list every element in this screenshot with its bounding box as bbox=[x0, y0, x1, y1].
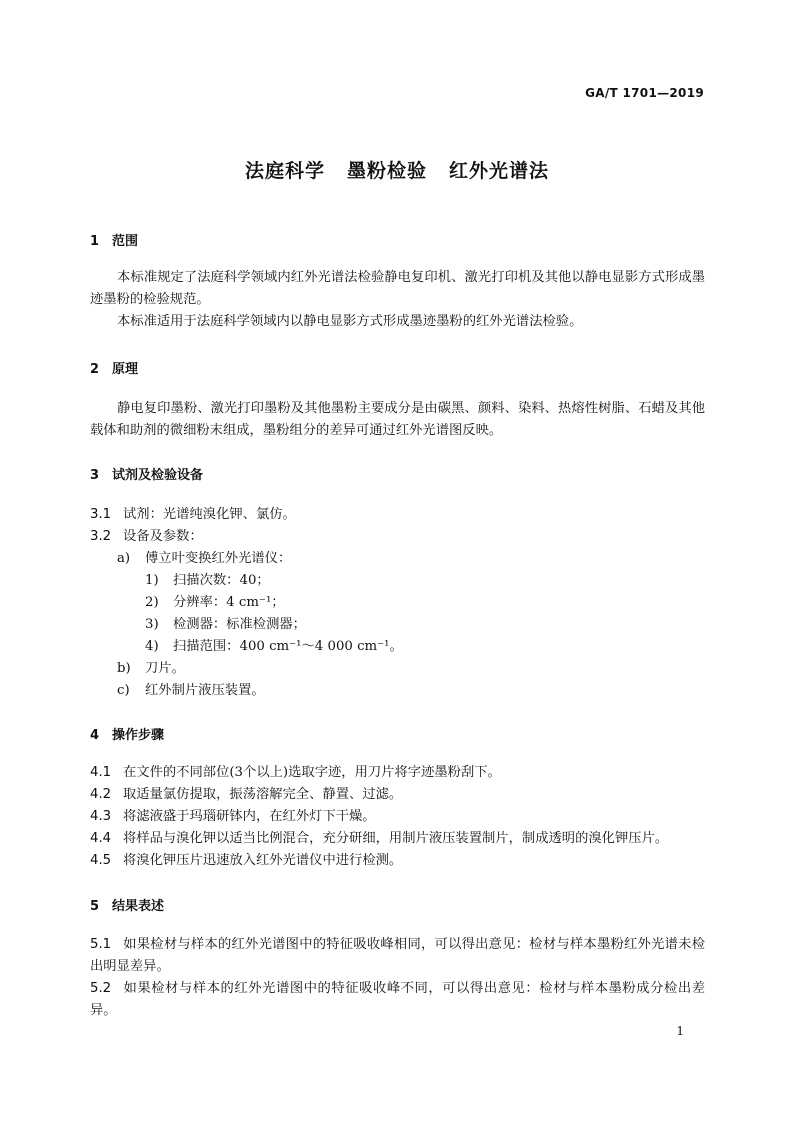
list-marker: 2) bbox=[145, 595, 159, 610]
clause-5-2 bbox=[90, 978, 705, 1022]
clause-4-1 bbox=[90, 762, 501, 784]
list-text: 检测器：标准检测器； bbox=[173, 617, 306, 632]
section-title: 结果表述 bbox=[112, 899, 165, 914]
section-title: 试剂及检验设备 bbox=[112, 468, 204, 483]
clause-number: 3.1 bbox=[90, 507, 112, 522]
section-4-heading bbox=[90, 724, 164, 743]
clause-text: 将滤液盛于玛瑙研钵内，在红外灯下干燥。 bbox=[123, 809, 376, 824]
title-part-2: 墨粉检验 bbox=[346, 160, 427, 182]
clause-text: 在文件的不同部位(3个以上)选取字迹，用刀片将字迹墨粉刮下。 bbox=[123, 765, 501, 780]
clause-text: 试剂：光谱纯溴化钾、氯仿。 bbox=[123, 507, 296, 522]
section-number: 2 bbox=[90, 362, 100, 377]
clause-number: 4.2 bbox=[90, 787, 112, 802]
clause-4-2 bbox=[90, 784, 402, 806]
title-part-1: 法庭科学 bbox=[244, 160, 325, 182]
clause-3-1 bbox=[90, 504, 296, 526]
section-number: 5 bbox=[90, 899, 100, 914]
list-marker: 3) bbox=[145, 617, 159, 632]
section-number: 1 bbox=[90, 234, 100, 249]
section-5-heading bbox=[90, 895, 164, 914]
clause-text: 如果检材与样本的红外光谱图中的特征吸收峰相同，可以得出意见：检材与样本墨粉红外光谱未检出明显差异。 bbox=[90, 937, 705, 974]
section-title: 操作步骤 bbox=[112, 728, 165, 743]
clause-text: 取适量氯仿提取，振荡溶解完全、静置、过滤。 bbox=[123, 787, 403, 802]
clause-text: 设备及参数： bbox=[123, 529, 203, 544]
clause-number: 5.2 bbox=[90, 981, 112, 996]
clause-number: 4.1 bbox=[90, 765, 112, 780]
page-number: 1 bbox=[676, 1024, 684, 1038]
clause-number: 4.4 bbox=[90, 831, 112, 846]
section-title: 原理 bbox=[112, 362, 139, 377]
clause-4-3 bbox=[90, 806, 376, 828]
clause-number: 5.1 bbox=[90, 937, 112, 952]
list-marker: 1) bbox=[145, 573, 159, 588]
list-text: 刀片。 bbox=[145, 661, 185, 676]
title-part-3: 红外光谱法 bbox=[449, 160, 550, 182]
list-text: 红外制片液压装置。 bbox=[145, 683, 265, 698]
clause-number: 3.2 bbox=[90, 529, 112, 544]
section-number: 3 bbox=[90, 468, 100, 483]
list-text: 扫描次数：40； bbox=[173, 573, 270, 588]
list-item-a2 bbox=[145, 592, 285, 614]
paragraph: 本标准规定了法庭科学领域内红外光谱法检验静电复印机、激光打印机及其他以静电显影方式形成墨迹墨粉的检验规范。 bbox=[90, 270, 705, 307]
clause-number: 4.3 bbox=[90, 809, 112, 824]
clause-number: 4.5 bbox=[90, 853, 112, 868]
paragraph: 静电复印墨粉、激光打印墨粉及其他墨粉主要成分是由碳黑、颜料、染料、热熔性树脂、石蜡及其他载体和助剂的微细粉末组成，墨粉组分的差异可通过红外光谱图反映。 bbox=[90, 401, 705, 438]
clause-4-5 bbox=[90, 850, 402, 872]
clause-3-2 bbox=[90, 526, 203, 548]
section-title: 范围 bbox=[112, 234, 139, 249]
list-marker: 4) bbox=[145, 639, 159, 654]
list-item-a3 bbox=[145, 614, 306, 636]
clause-5-1 bbox=[90, 934, 705, 978]
list-marker: a) bbox=[117, 551, 131, 566]
section-1-heading bbox=[90, 230, 138, 249]
list-item-c bbox=[117, 680, 265, 702]
section-3-heading bbox=[90, 464, 203, 483]
clause-text: 将样品与溴化钾以适当比例混合，充分研细，用制片液压装置制片，制成透明的溴化钾压片。 bbox=[123, 831, 669, 846]
list-item-a4 bbox=[145, 636, 403, 658]
list-marker: c) bbox=[117, 683, 130, 698]
paragraph: 本标准适用于法庭科学领域内以静电显影方式形成墨迹墨粉的红外光谱法检验。 bbox=[117, 314, 583, 329]
list-text: 傅立叶变换红外光谱仪： bbox=[145, 551, 292, 566]
clause-4-4 bbox=[90, 828, 668, 850]
list-item-b bbox=[117, 658, 185, 680]
clause-text: 如果检材与样本的红外光谱图中的特征吸收峰不同，可以得出意见：检材与样本墨粉成分检出差异。 bbox=[90, 981, 705, 1018]
list-marker: b) bbox=[117, 661, 131, 676]
standard-number: GA/T 1701—2019 bbox=[585, 86, 704, 100]
clause-text: 将溴化钾压片迅速放入红外光谱仪中进行检测。 bbox=[123, 853, 403, 868]
list-item-a1 bbox=[145, 570, 270, 592]
document-title bbox=[0, 156, 794, 183]
section-number: 4 bbox=[90, 728, 100, 743]
list-text: 分辨率：4 cm⁻¹； bbox=[173, 595, 285, 610]
section-2-heading bbox=[90, 358, 138, 377]
list-text: 扫描范围：400 cm⁻¹～4 000 cm⁻¹。 bbox=[173, 639, 403, 654]
list-item-a bbox=[117, 548, 291, 570]
